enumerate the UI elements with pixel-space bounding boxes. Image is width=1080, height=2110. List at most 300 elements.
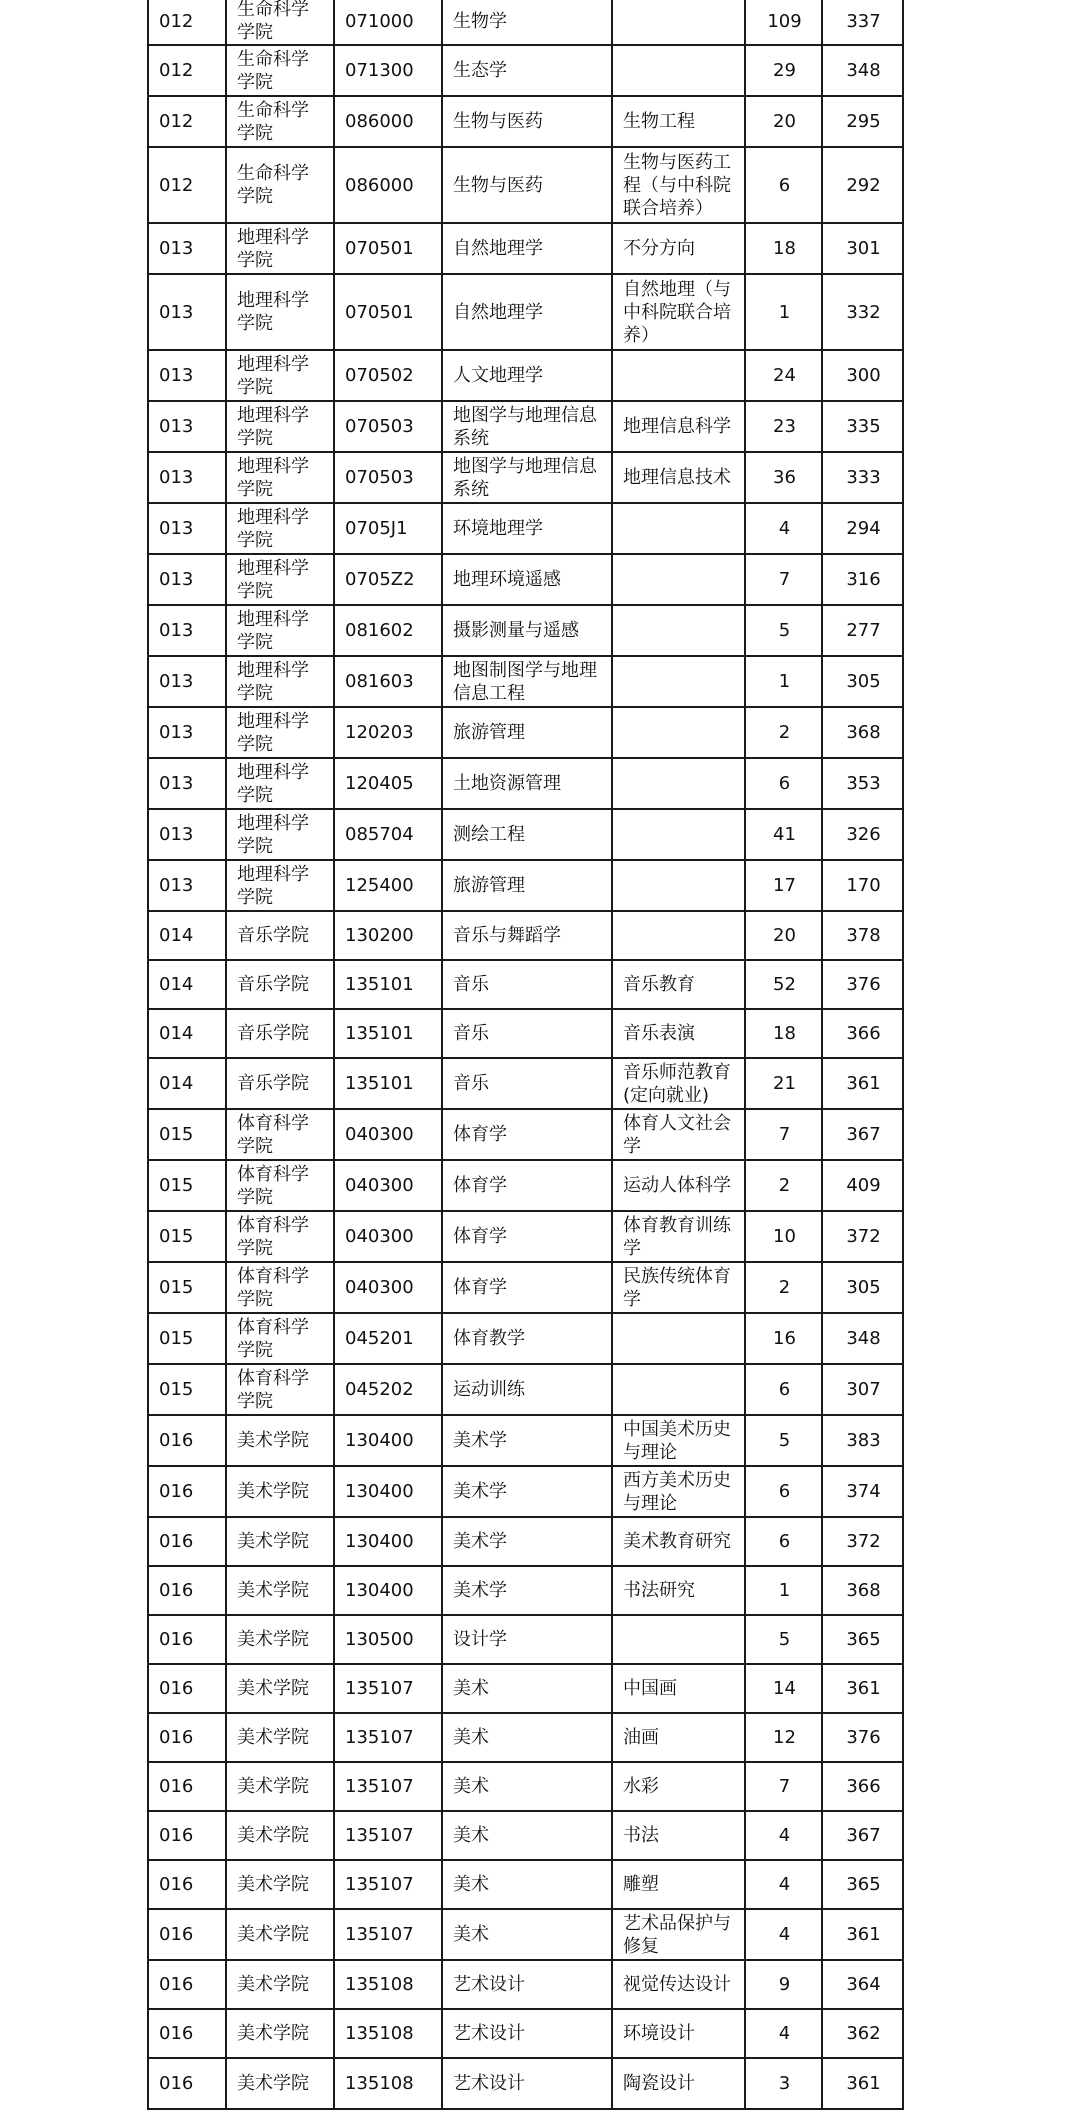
college-name-cell: 美术学院 [226,1811,334,1860]
college-code-cell: 016 [148,1415,226,1466]
college-code-cell: 013 [148,503,226,554]
major-name-cell: 美术 [442,1811,612,1860]
research-direction-cell [612,0,745,45]
min-score-cell: 170 [822,860,903,911]
min-score-cell: 301 [822,223,903,274]
college-name-cell: 美术学院 [226,1909,334,1960]
college-name-cell: 美术学院 [226,1615,334,1664]
college-name-cell: 音乐学院 [226,1009,334,1058]
research-direction-cell: 雕塑 [612,1860,745,1909]
table-row [148,1615,903,1664]
table-row [148,147,903,223]
table-row [148,350,903,401]
min-score-cell: 367 [822,1109,903,1160]
major-code-cell: 125400 [334,860,442,911]
min-score-cell: 294 [822,503,903,554]
research-direction-cell: 音乐师范教育(定向就业) [612,1058,745,1109]
major-code-cell: 040300 [334,1109,442,1160]
research-direction-cell [612,350,745,401]
major-name-cell: 美术学 [442,1566,612,1615]
min-score-cell: 305 [822,656,903,707]
major-name-cell: 摄影测量与遥感 [442,605,612,656]
table-row [148,707,903,758]
major-code-cell: 045202 [334,1364,442,1415]
college-code-cell: 013 [148,350,226,401]
major-code-cell: 135101 [334,960,442,1009]
research-direction-cell [612,656,745,707]
college-name-cell: 美术学院 [226,1860,334,1909]
enrollment-count-cell: 18 [745,1009,822,1058]
college-code-cell: 016 [148,2009,226,2058]
research-direction-cell: 体育人文社会学 [612,1109,745,1160]
major-code-cell: 130400 [334,1466,442,1517]
table-row [148,860,903,911]
min-score-cell: 292 [822,147,903,223]
research-direction-cell: 民族传统体育学 [612,1262,745,1313]
min-score-cell: 307 [822,1364,903,1415]
table-row [148,1762,903,1811]
college-code-cell: 013 [148,274,226,350]
enrollment-count-cell: 21 [745,1058,822,1109]
college-name-cell: 生命科学学院 [226,0,334,45]
major-code-cell: 120203 [334,707,442,758]
min-score-cell: 333 [822,452,903,503]
college-code-cell: 015 [148,1160,226,1211]
table-row [148,605,903,656]
table-row [148,274,903,350]
major-name-cell: 地理环境遥感 [442,554,612,605]
research-direction-cell: 体育教育训练学 [612,1211,745,1262]
table-row [148,96,903,147]
enrollment-count-cell: 6 [745,147,822,223]
min-score-cell: 409 [822,1160,903,1211]
major-name-cell: 音乐 [442,1009,612,1058]
college-name-cell: 地理科学学院 [226,223,334,274]
enrollment-count-cell: 109 [745,0,822,45]
major-name-cell: 生物学 [442,0,612,45]
college-name-cell: 美术学院 [226,2058,334,2109]
enrollment-count-cell: 18 [745,223,822,274]
enrollment-count-cell: 4 [745,1860,822,1909]
college-code-cell: 014 [148,960,226,1009]
enrollment-count-cell: 16 [745,1313,822,1364]
major-code-cell: 070501 [334,274,442,350]
college-name-cell: 地理科学学院 [226,554,334,605]
min-score-cell: 372 [822,1517,903,1566]
min-score-cell: 361 [822,1058,903,1109]
research-direction-cell: 陶瓷设计 [612,2058,745,2109]
table-row [148,1009,903,1058]
major-name-cell: 运动训练 [442,1364,612,1415]
min-score-cell: 368 [822,1566,903,1615]
min-score-cell: 326 [822,809,903,860]
min-score-cell: 335 [822,401,903,452]
major-name-cell: 美术 [442,1762,612,1811]
table-row [148,1960,903,2009]
college-code-cell: 012 [148,45,226,96]
college-name-cell: 美术学院 [226,1517,334,1566]
research-direction-cell: 书法研究 [612,1566,745,1615]
min-score-cell: 332 [822,274,903,350]
min-score-cell: 372 [822,1211,903,1262]
enrollment-count-cell: 4 [745,503,822,554]
college-name-cell: 美术学院 [226,1960,334,2009]
college-code-cell: 013 [148,860,226,911]
table-row [148,1415,903,1466]
college-code-cell: 016 [148,1615,226,1664]
college-name-cell: 生命科学学院 [226,96,334,147]
college-name-cell: 体育科学学院 [226,1313,334,1364]
min-score-cell: 366 [822,1009,903,1058]
major-code-cell: 135108 [334,2058,442,2109]
research-direction-cell [612,45,745,96]
table-row [148,1566,903,1615]
enrollment-count-cell: 7 [745,554,822,605]
research-direction-cell [612,1313,745,1364]
table-row [148,1517,903,1566]
college-code-cell: 016 [148,1960,226,2009]
major-code-cell: 135101 [334,1058,442,1109]
min-score-cell: 376 [822,1713,903,1762]
major-name-cell: 设计学 [442,1615,612,1664]
table-row [148,1811,903,1860]
enrollment-count-cell: 23 [745,401,822,452]
table-row [148,1909,903,1960]
enrollment-count-cell: 24 [745,350,822,401]
min-score-cell: 368 [822,707,903,758]
table-row [148,758,903,809]
enrollment-count-cell: 52 [745,960,822,1009]
college-name-cell: 地理科学学院 [226,401,334,452]
college-name-cell: 生命科学学院 [226,45,334,96]
college-name-cell: 地理科学学院 [226,274,334,350]
enrollment-count-cell: 20 [745,911,822,960]
college-code-cell: 016 [148,1517,226,1566]
min-score-cell: 364 [822,1960,903,2009]
table-row [148,656,903,707]
table-row [148,1466,903,1517]
major-code-cell: 040300 [334,1211,442,1262]
min-score-cell: 295 [822,96,903,147]
table-row [148,223,903,274]
college-name-cell: 美术学院 [226,1762,334,1811]
college-code-cell: 015 [148,1262,226,1313]
college-name-cell: 地理科学学院 [226,860,334,911]
enrollment-count-cell: 1 [745,656,822,707]
research-direction-cell: 视觉传达设计 [612,1960,745,2009]
enrollment-count-cell: 6 [745,758,822,809]
min-score-cell: 337 [822,0,903,45]
college-code-cell: 013 [148,452,226,503]
major-code-cell: 135108 [334,2009,442,2058]
college-name-cell: 美术学院 [226,1566,334,1615]
min-score-cell: 353 [822,758,903,809]
major-name-cell: 地图学与地理信息系统 [442,401,612,452]
table-row [148,1058,903,1109]
major-name-cell: 生态学 [442,45,612,96]
enrollment-count-cell: 6 [745,1517,822,1566]
research-direction-cell: 环境设计 [612,2009,745,2058]
research-direction-cell: 不分方向 [612,223,745,274]
major-name-cell: 体育学 [442,1211,612,1262]
enrollment-count-cell: 1 [745,274,822,350]
research-direction-cell: 美术教育研究 [612,1517,745,1566]
major-code-cell: 120405 [334,758,442,809]
table-row [148,1313,903,1364]
college-code-cell: 015 [148,1109,226,1160]
table-row [148,1364,903,1415]
research-direction-cell: 音乐表演 [612,1009,745,1058]
min-score-cell: 366 [822,1762,903,1811]
table-row [148,503,903,554]
enrollment-count-cell: 7 [745,1762,822,1811]
major-name-cell: 体育学 [442,1109,612,1160]
min-score-cell: 367 [822,1811,903,1860]
major-name-cell: 美术学 [442,1466,612,1517]
research-direction-cell: 地理信息技术 [612,452,745,503]
college-name-cell: 美术学院 [226,1415,334,1466]
research-direction-cell: 生物工程 [612,96,745,147]
major-code-cell: 135107 [334,1909,442,1960]
major-code-cell: 135107 [334,1713,442,1762]
research-direction-cell: 艺术品保护与修复 [612,1909,745,1960]
college-name-cell: 地理科学学院 [226,656,334,707]
major-code-cell: 081603 [334,656,442,707]
major-code-cell: 040300 [334,1160,442,1211]
major-name-cell: 美术学 [442,1517,612,1566]
college-name-cell: 美术学院 [226,1664,334,1713]
major-name-cell: 艺术设计 [442,2009,612,2058]
research-direction-cell [612,809,745,860]
major-code-cell: 130200 [334,911,442,960]
enrollment-count-cell: 1 [745,1566,822,1615]
enrollment-count-cell: 4 [745,1811,822,1860]
college-code-cell: 012 [148,96,226,147]
major-code-cell: 135107 [334,1860,442,1909]
college-code-cell: 012 [148,0,226,45]
enrollment-count-cell: 5 [745,605,822,656]
major-code-cell: 0705Z2 [334,554,442,605]
college-name-cell: 地理科学学院 [226,809,334,860]
enrollment-count-cell: 3 [745,2058,822,2109]
major-code-cell: 040300 [334,1262,442,1313]
college-code-cell: 016 [148,1811,226,1860]
table-body [148,0,903,2109]
college-name-cell: 体育科学学院 [226,1364,334,1415]
min-score-cell: 378 [822,911,903,960]
min-score-cell: 365 [822,1860,903,1909]
enrollment-count-cell: 14 [745,1664,822,1713]
table-row [148,809,903,860]
college-code-cell: 014 [148,1058,226,1109]
major-name-cell: 美术 [442,1664,612,1713]
min-score-cell: 277 [822,605,903,656]
college-name-cell: 体育科学学院 [226,1109,334,1160]
research-direction-cell [612,554,745,605]
college-code-cell: 015 [148,1211,226,1262]
college-code-cell: 016 [148,1713,226,1762]
research-direction-cell: 中国美术历史与理论 [612,1415,745,1466]
enrollment-count-cell: 20 [745,96,822,147]
major-name-cell: 旅游管理 [442,860,612,911]
college-name-cell: 体育科学学院 [226,1211,334,1262]
college-name-cell: 音乐学院 [226,1058,334,1109]
major-name-cell: 土地资源管理 [442,758,612,809]
major-code-cell: 070503 [334,452,442,503]
research-direction-cell: 书法 [612,1811,745,1860]
college-code-cell: 016 [148,2058,226,2109]
college-name-cell: 地理科学学院 [226,605,334,656]
research-direction-cell [612,707,745,758]
major-code-cell: 130400 [334,1566,442,1615]
enrollment-count-cell: 5 [745,1615,822,1664]
research-direction-cell: 运动人体科学 [612,1160,745,1211]
college-name-cell: 音乐学院 [226,960,334,1009]
enrollment-count-cell: 2 [745,1262,822,1313]
major-code-cell: 070503 [334,401,442,452]
enrollment-count-cell: 29 [745,45,822,96]
major-name-cell: 艺术设计 [442,1960,612,2009]
major-name-cell: 生物与医药 [442,147,612,223]
research-direction-cell: 生物与医药工程（与中科院联合培养） [612,147,745,223]
college-code-cell: 013 [148,656,226,707]
table-row [148,452,903,503]
research-direction-cell [612,758,745,809]
min-score-cell: 348 [822,45,903,96]
enrollment-count-cell: 12 [745,1713,822,1762]
enrollment-count-cell: 5 [745,1415,822,1466]
college-code-cell: 013 [148,554,226,605]
major-name-cell: 美术 [442,1860,612,1909]
min-score-cell: 361 [822,1664,903,1713]
enrollment-count-cell: 17 [745,860,822,911]
college-code-cell: 014 [148,911,226,960]
research-direction-cell: 油画 [612,1713,745,1762]
major-name-cell: 环境地理学 [442,503,612,554]
major-name-cell: 美术 [442,1909,612,1960]
college-name-cell: 美术学院 [226,2009,334,2058]
min-score-cell: 361 [822,1909,903,1960]
table-row [148,1860,903,1909]
table-row [148,0,903,45]
enrollment-count-cell: 41 [745,809,822,860]
major-name-cell: 体育学 [442,1160,612,1211]
major-code-cell: 135107 [334,1811,442,1860]
college-code-cell: 016 [148,1909,226,1960]
major-code-cell: 071000 [334,0,442,45]
table-row [148,1109,903,1160]
college-code-cell: 016 [148,1566,226,1615]
table-row [148,1262,903,1313]
college-code-cell: 016 [148,1466,226,1517]
college-name-cell: 地理科学学院 [226,707,334,758]
min-score-cell: 300 [822,350,903,401]
major-code-cell: 085704 [334,809,442,860]
college-name-cell: 美术学院 [226,1466,334,1517]
college-code-cell: 013 [148,758,226,809]
enrollment-count-cell: 6 [745,1364,822,1415]
major-name-cell: 体育学 [442,1262,612,1313]
major-name-cell: 地图学与地理信息系统 [442,452,612,503]
college-code-cell: 013 [148,707,226,758]
major-code-cell: 135107 [334,1762,442,1811]
college-code-cell: 013 [148,223,226,274]
research-direction-cell: 自然地理（与中科院联合培养） [612,274,745,350]
major-name-cell: 美术 [442,1713,612,1762]
table-row [148,401,903,452]
enrollment-count-cell: 2 [745,707,822,758]
min-score-cell: 383 [822,1415,903,1466]
major-name-cell: 测绘工程 [442,809,612,860]
major-name-cell: 音乐 [442,1058,612,1109]
major-code-cell: 135101 [334,1009,442,1058]
table-row [148,2058,903,2109]
college-code-cell: 016 [148,1762,226,1811]
major-code-cell: 081602 [334,605,442,656]
major-code-cell: 086000 [334,147,442,223]
table-row [148,1664,903,1713]
min-score-cell: 361 [822,2058,903,2109]
major-code-cell: 086000 [334,96,442,147]
research-direction-cell [612,503,745,554]
table-row [148,45,903,96]
college-code-cell: 016 [148,1664,226,1713]
college-code-cell: 013 [148,605,226,656]
college-name-cell: 地理科学学院 [226,503,334,554]
major-code-cell: 130400 [334,1415,442,1466]
enrollment-count-cell: 7 [745,1109,822,1160]
college-name-cell: 美术学院 [226,1713,334,1762]
research-direction-cell [612,860,745,911]
major-code-cell: 130500 [334,1615,442,1664]
major-name-cell: 艺术设计 [442,2058,612,2109]
college-code-cell: 015 [148,1364,226,1415]
major-name-cell: 生物与医药 [442,96,612,147]
research-direction-cell: 西方美术历史与理论 [612,1466,745,1517]
college-name-cell: 地理科学学院 [226,452,334,503]
college-name-cell: 地理科学学院 [226,758,334,809]
college-code-cell: 013 [148,809,226,860]
enrollment-count-cell: 36 [745,452,822,503]
research-direction-cell: 中国画 [612,1664,745,1713]
enrollment-count-cell: 10 [745,1211,822,1262]
enrollment-count-cell: 9 [745,1960,822,2009]
major-name-cell: 自然地理学 [442,223,612,274]
major-code-cell: 130400 [334,1517,442,1566]
major-name-cell: 旅游管理 [442,707,612,758]
research-direction-cell [612,1364,745,1415]
enrollment-count-cell: 6 [745,1466,822,1517]
college-name-cell: 生命科学学院 [226,147,334,223]
admission-score-table [147,0,904,2110]
table-row [148,2009,903,2058]
major-name-cell: 地图制图学与地理信息工程 [442,656,612,707]
college-name-cell: 体育科学学院 [226,1262,334,1313]
college-code-cell: 014 [148,1009,226,1058]
research-direction-cell [612,605,745,656]
research-direction-cell: 地理信息科学 [612,401,745,452]
research-direction-cell [612,1615,745,1664]
table-row [148,1160,903,1211]
table-row [148,1211,903,1262]
min-score-cell: 316 [822,554,903,605]
min-score-cell: 348 [822,1313,903,1364]
enrollment-count-cell: 4 [745,1909,822,1960]
min-score-cell: 376 [822,960,903,1009]
major-code-cell: 135108 [334,1960,442,2009]
college-code-cell: 016 [148,1860,226,1909]
major-name-cell: 音乐 [442,960,612,1009]
